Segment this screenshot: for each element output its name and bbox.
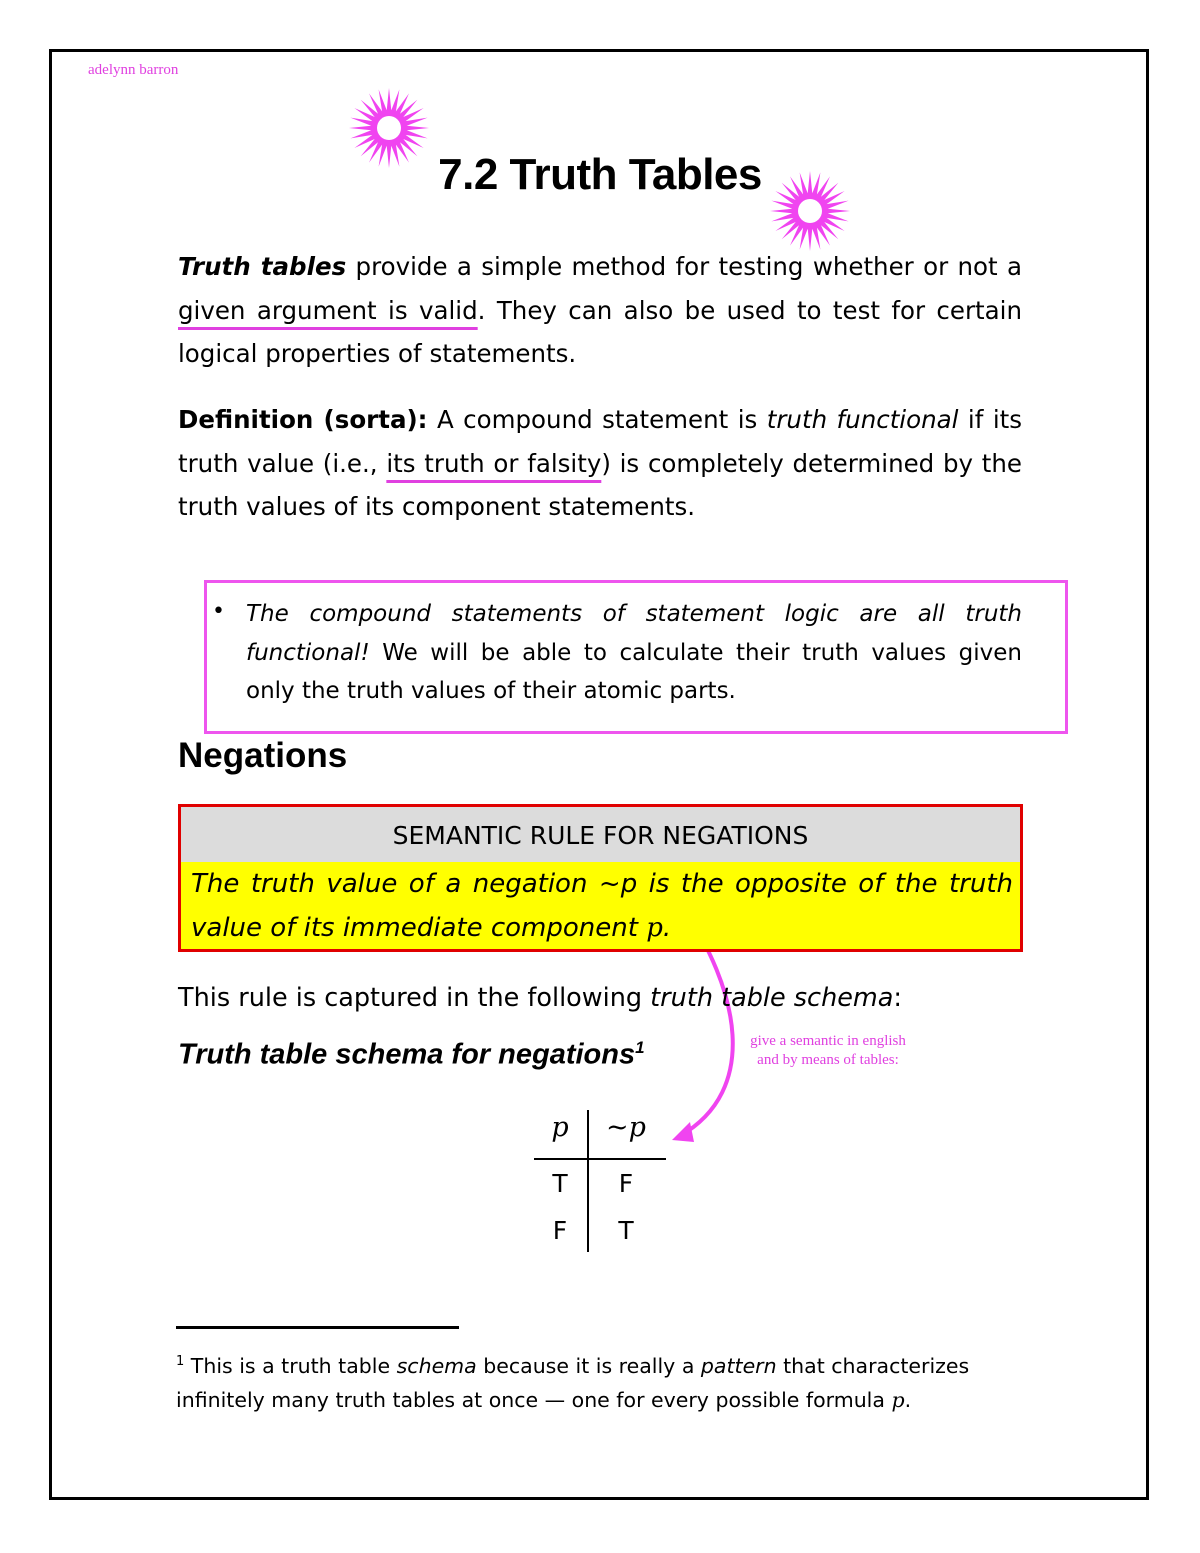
handwritten-annotation: give a semantic in english and by means of tables: [750,1033,906,1068]
footnote [176,1345,1026,1417]
footnote-mark: 1 [176,1354,185,1369]
intro-text-2: . They can also be used to test for certain logical properties of statements. [178,295,1022,368]
rule-text-1: The truth value of a negation [191,869,599,899]
intro-text-1: provide a simple method for testing whether or not a [346,252,1023,281]
definition-text-2: if its truth value (i.e., [178,405,1023,478]
footnote-text-3: that characterizes infinitely many truth tables at once — one for every possible formula [176,1353,970,1412]
page-title: 7.2 Truth Tables [438,150,762,199]
footnote-text-4: . [904,1387,912,1412]
intro-underline: given argument is valid [178,295,478,325]
bullet-italic: The compound statements of statement logic are all truth functional! [246,601,1022,666]
footnote-text-2: because it is really a [476,1353,701,1378]
rule-text-2: is the opposite of the truth value of its immediate component [191,869,1013,943]
rule-var: p [646,912,663,943]
arrow-head-icon [672,1122,694,1142]
schema-line [178,977,902,1020]
schema-line-italic: truth table schema [650,983,894,1013]
definition-label: Definition (sorta): [178,405,428,434]
rule-text [191,863,1013,950]
table-vrule [587,1110,589,1252]
footnote-italic-1: schema [396,1353,477,1378]
schema-heading-text: Truth table schema for negations [178,1038,636,1071]
table-cell: T [552,1169,568,1198]
table-header-not-p: ~p [606,1112,646,1143]
table-header-p: p [551,1112,569,1143]
bullet-dot-icon: • [212,599,225,624]
footnote-italic-2: pattern [700,1353,777,1378]
footnote-text-1: This is a truth table [184,1353,397,1378]
schema-footnote-mark: 1 [635,1038,645,1057]
definition-text-1: A compound statement is [427,405,767,434]
rule-heading: SEMANTIC RULE FOR NEGATIONS [181,807,1020,862]
table-cell: F [552,1216,568,1245]
schema-line-text-2: : [893,983,902,1013]
definition-paragraph [178,398,1022,529]
footnote-rule [176,1326,459,1329]
rule-text-3: . [662,912,672,943]
author-name: adelynn barron [88,62,179,78]
bullet-plain: We will be able to calculate their truth values given only the truth values of their atomic parts. [246,639,1022,704]
table-hrule [534,1158,666,1160]
schema-line-text-1: This rule is captured in the following [178,983,651,1013]
definition-underline: its truth or falsity [386,448,602,478]
table-cell: T [618,1216,634,1245]
definition-text-3: ) is completely determined by the truth values of its component statements. [178,448,1022,521]
intro-term: Truth tables [178,252,347,281]
footnote-var: p [891,1387,905,1412]
table-cell: F [618,1169,634,1198]
schema-heading [178,1038,645,1072]
definition-term: truth functional [766,405,959,434]
intro-paragraph [178,245,1022,376]
rule-symbol: ~p [598,869,638,899]
negations-heading: Negations [178,736,348,775]
bullet-text [246,595,1022,711]
